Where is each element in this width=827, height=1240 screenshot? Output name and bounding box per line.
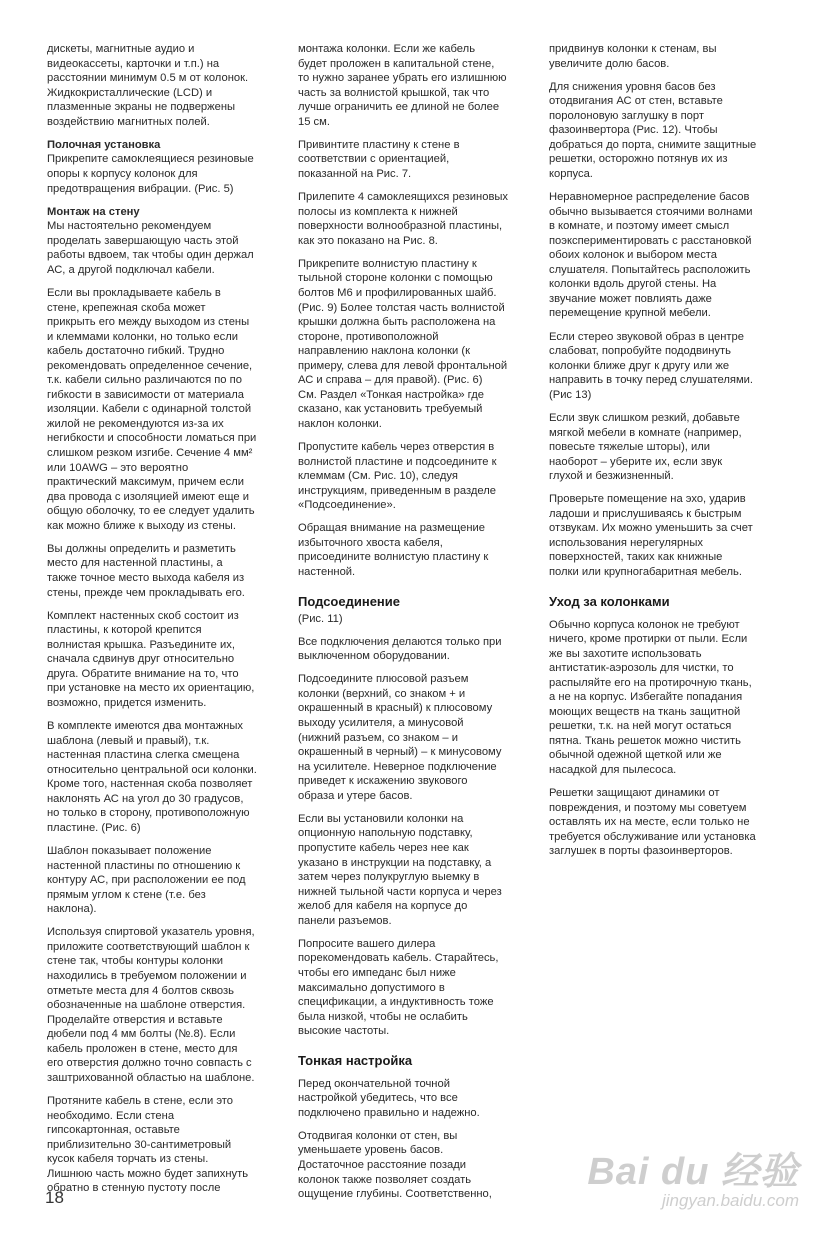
page-number: 18 — [45, 1188, 64, 1207]
watermark-url: jingyan.baidu.com — [661, 1191, 799, 1210]
paragraph: Протяните кабель в стене, если это необходимо. Если стена гипсокартонная, оставьте приблизительно 30-сантиметровый кусок кабеля торчать из стены. Лишнюю часть можно будет запихнуть обратно в стенную пустоту после — [47, 1094, 249, 1195]
paragraph: дискеты, магнитные аудио и видеокассеты, карточки и т.п.) на расстоянии минимум 0.5 м от колонок. Жидкокристаллические (LCD) и плазменные экраны не подвержены воздействию магнитных полей. — [47, 43, 249, 128]
paragraph: Пропустите кабель через отверстия в волнистой пластине и подсоедините к клеммам (См. Рис. 10), следуя инструкциям, приведенным в разделе «Подсоединение». — [298, 441, 497, 512]
subsection-heading: Монтаж на стену — [47, 205, 140, 218]
paragraph: Подсоедините плюсовой разъем колонки (верхний, со знаком + и окрашенный в красный) к плюсовому выходу усилителя, а минусовой (нижний разъем, со знаком – и окрашенный в черный) – к минусовому на усилителе. Неверное подключение приведет к искажению звукового образа и утере басов. — [298, 673, 502, 802]
paragraph: Все подключения делаются только при выключенном оборудовании. — [298, 635, 502, 663]
paragraph: Если стерео звуковой образ в центре слабоват, попробуйте пододвинуть колонки ближе друг к другу или же направить в точку перед слушателями. (Рис 13) — [549, 330, 753, 401]
paragraph: Проверьте помещение на эхо, ударив ладоши и прислушиваясь к быстрым отзвукам. Их можно уменьшить за счет использования нерегулярных поверхностей, таких как книжные полки или крупногабаритная мебель. — [549, 493, 753, 579]
paragraph: Если звук слишком резкий, добавьте мягкой мебели в комнате (например, повесьте тяжелые шторы), или наоборот – уберите их, если звук глухой и безжизненный. — [549, 411, 742, 483]
paragraph: Попросите вашего дилера порекомендовать кабель. Старайтесь, чтобы его импеданс был ниже максимально допустимого в спецификации, а индуктивность тоже была низкой, чтобы не ослабить высокие частоты. — [298, 937, 499, 1038]
paragraph: Шаблон показывает положение настенной пластины по отношению к контуру АС, при расположении ее под прямым углом к стене (т.е. без наклона). — [47, 845, 246, 916]
paragraph: Перед окончательной точной настройкой убедитесь, что все подключено правильно и надежно. — [298, 1077, 480, 1119]
section-heading: Тонкая настройка — [298, 1052, 413, 1068]
paragraph: Комплект настенных скоб состоит из пластины, к которой крепится волнистая крышка. Разъедините их, сначала сдвинув друг относительно друга. Обратите внимание на то, что при установке на место их ориентацию, возможно, придется изменить. — [47, 609, 255, 709]
paragraph: Если вы установили колонки на опционную напольную подставку, пропустите кабель через нее как указано в инструкции на подставку, а затем через полукруглую выемку в нижней тыльной части корпуса и через желоб для кабеля на корпусе до панели разъемов. — [298, 812, 502, 927]
watermark — [587, 1140, 799, 1211]
paragraph: Если вы прокладываете кабель в стене, крепежная скоба может прикрыть его между выходом из стены и клеммами колонки, но только если кабель достаточно гибкий. Трудно рекомендовать определенное сечение, т.к. кабели сильно различаются по по гибкости в зависимости от материала изоляции. Кабели с одинарной толстой жилой не рекомендуются из-за их негибкости и способности ломаться при слишком резком изгибе. Сечение 4 мм² или 10AWG – это вероятно практический максимум, причем если два провода с изоляцией имеют еще и общую оболочку, то ее следует удалить как можно ближе к выходу из стены. — [47, 286, 257, 532]
paragraph: Привинтите пластину к стене в соответствии с ориентацией, показанной на Рис. 7. — [298, 138, 460, 180]
paragraph: придвинув колонки к стенам, вы увеличите долю басов. — [549, 43, 717, 70]
paragraph: Обычно корпуса колонок не требуют ничего, кроме протирки от пыли. Если же вы захотите использовать антистатик-аэрозоль для чистки, то распыляйте его на протирочную ткань, а не на корпус. Избегайте попадания моющих веществ на ткань защитной решетки, т.к. на ней могут остаться пятна. Ткань решеток можно чистить обычной одежной щеткой или же насадкой для пылесоса. — [549, 618, 752, 777]
paragraph: (Рис. 11) — [298, 612, 343, 625]
paragraph: Вы должны определить и разметить место для настенной пластины, а также точное место выхода кабеля из стены, прежде чем прокладывать его. — [47, 542, 245, 599]
subsection-heading: Полочная установка — [47, 138, 161, 151]
paragraph: Для снижения уровня басов без отодвигания АС от стен, вставьте поролоновую заглушку в порт фазоинвертора (Рис. 12). Чтобы добраться до порта, снимите защитные решетки, осторожно потянув их из корпуса. — [549, 80, 757, 180]
paragraph: Неравномерное распределение басов обычно вызывается стоячими волнами в комнате, и поэтому имеет смысл поэкспериментировать с расстановкой обоих колонок и выбором места слушателя. Попытайтесь расположить колонки вдоль другой стены. На звучание может повлиять даже перемещение крупной мебели. — [549, 191, 753, 320]
paragraph: Прикрепите самоклеящиеся резиновые опоры к корпусу колонок для предотвращения вибрации. (Рис. 5) — [47, 153, 254, 195]
text-column-2 — [298, 42, 548, 1210]
paragraph: Используя спиртовой указатель уровня, приложите соответствующий шаблон к стене так, чтобы контуры колонки находились в требуемом положении и отметьте места для 4 болтов сквозь обозначенные на шаблоне отверстия. Проделайте отверстия и вставьте дюбели под 4 мм болты (№.8). Если кабель проложен в стене, место для его отверстия должно точно совпасть с заштрихованной областью на шаблоне. — [47, 926, 255, 1084]
paragraph: монтажа колонки. Если же кабель будет проложен в капитальной стене, то нужно заранее убрать его излишнюю часть за волнистой крышкой, так что лучше ограничить ее длиной не более 15 см. — [298, 43, 507, 128]
paragraph: В комплекте имеются два монтажных шаблона (левый и правый), т.к. настенная пластина слегка смещена относительно центральной оси колонки. Кроме того, настенная скоба позволяет наклонять АС на угол до 30 градусов, но только в сторону, противоположную пластине. (Рис. 6) — [47, 720, 257, 834]
paragraph: Отодвигая колонки от стен, вы уменьшаете уровень басов. Достаточное расстояние позади колонок также позволяет создать ощущение глубины. Соответственно, — [298, 1129, 492, 1201]
paragraph: Прилепите 4 самоклеящихся резиновых полосы из комплекта к нижней поверхности волнообразной пластины, как это показано на Рис. 8. — [298, 191, 509, 247]
watermark-logo: Bai du 经验 — [587, 1151, 799, 1193]
text-column-1 — [47, 42, 297, 1204]
section-heading: Подсоединение — [298, 593, 400, 609]
paragraph: Обращая внимание на размещение избыточного хвоста кабеля, присоедините волнистую пластину к настенной. — [298, 522, 489, 579]
text-column-3 — [549, 42, 799, 868]
paragraph: Решетки защищают динамики от повреждения, и поэтому мы советуем оставлять их на месте, если только не требуется обслуживание или установка заглушек в порты фазоинверторов. — [549, 787, 756, 858]
section-heading: Уход за колонками — [549, 593, 670, 609]
paragraph: Прикрепите волнистую пластину к тыльной стороне колонки с помощью болтов М6 и профилированных шайб. (Рис. 9) Более толстая часть волнистой крышки должна быть расположена на стороне, противоположной направлению наклона колонки (к примеру, слева для левой фронтальной АС и справа – для правой). (Рис. 6) См. Раздел «Тонкая настройка» где сказано, как установить требуемый наклон колонки. — [298, 257, 508, 430]
paragraph: Мы настоятельно рекомендуем проделать завершающую часть этой работы вдвоем, так чтобы один держал АС, а другой подключал кабели. — [47, 220, 254, 276]
